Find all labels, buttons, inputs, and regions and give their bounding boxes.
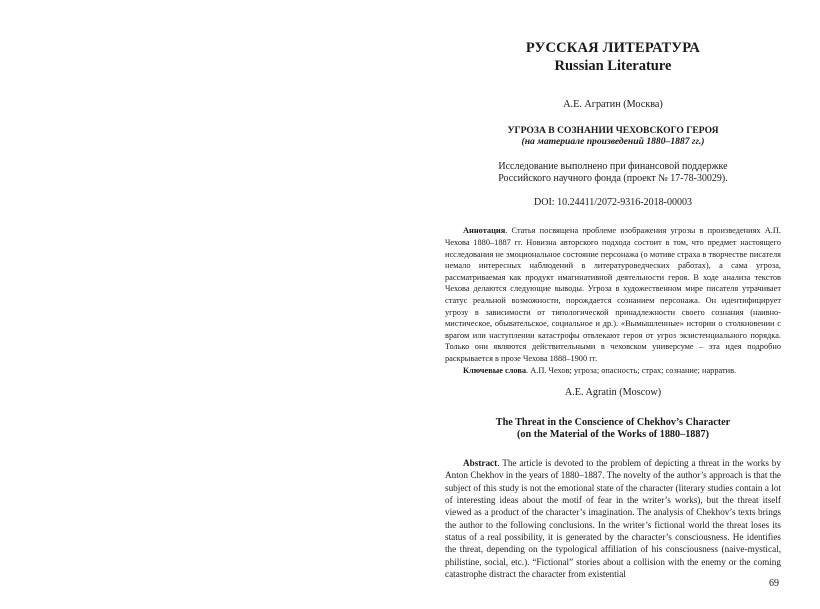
abstract-ru-label: Аннотация bbox=[463, 226, 506, 236]
abstract-en-label: Abstract bbox=[463, 458, 498, 469]
journal-page bbox=[445, 40, 781, 580]
article-title-en bbox=[445, 417, 781, 441]
funding-line-1: Исследование выполнено при финансовой поддержке bbox=[498, 160, 728, 172]
abstract-en bbox=[445, 457, 781, 580]
keywords-ru bbox=[445, 365, 781, 377]
keywords-ru-label: Ключевые слова bbox=[463, 365, 527, 375]
funding-note bbox=[445, 161, 781, 185]
author-ru: А.Е. Агратин (Москва) bbox=[563, 99, 663, 110]
page-number: 69 bbox=[769, 578, 779, 589]
article-title-en-line-1: The Threat in the Conscience of Chekhov’s Character bbox=[495, 417, 731, 429]
abstract-ru-text: . Статья посвящена проблеме изображения угрозы в произведениях А.П. Чехова 1880–1887 гг. Новизна авторского подхода состоит в том, что предмет настоящего исследования не эмоциональное состояние персонажа (о мотиве страха в творчестве писателя немало интересных наблюдений в литературоведческих работах), а сама угроза, рассматриваемая как продукт имагинативной деятельности героя. В ходе анализа текстов Чехова делаются следующие выводы. Угроза в художественном мире писателя утрачивает статус реальной возможности, порождается сознанием персонажа. Он идентифицирует угрозу в зависимости от типологической принадлежности своего сознания (наивно-мистическое, обывательское, социальное и др.). «Вымышленные» истории о столкновении с врагом или наступлении катастрофы отвлекают героя от угроз экзистенциального порядка. Только они являются действительными в чеховском универсуме – эта идея подробно раскрывается в прозе Чехова 1888–1900 гг. bbox=[445, 226, 781, 363]
article-title-ru: УГРОЗА В СОЗНАНИИ ЧЕХОВСКОГО ГЕРОЯ bbox=[507, 125, 719, 136]
doi: DOI: 10.24411/2072-9316-2018-00003 bbox=[534, 197, 692, 209]
article-title-en-line-2: (on the Material of the Works of 1880–1887) bbox=[517, 429, 709, 441]
section-title-en: Russian Literature bbox=[554, 58, 672, 74]
keywords-ru-text: . А.П. Чехов; угроза; опасность; страх; сознание; нарратив. bbox=[526, 365, 737, 375]
abstract-ru-paragraph bbox=[445, 225, 781, 364]
funding-line-2: Российского научного фонда (проект № 17-78-30029). bbox=[498, 172, 728, 184]
abstract-ru bbox=[445, 225, 781, 376]
abstract-en-text: . The article is devoted to the problem of depicting a threat in the works by Anton Chekhov in the years of 1880–1887. The novelty of the author’s approach is that the subject of this study is not the emotional state of the character (literary studies contain a lot of interesting ideas about the motif of fear in the writer’s works), but the threat itself viewed as a product of the character’s imagination. The analysis of Chekhov’s texts brings the author to the following conclusions. In the writer’s fictional world the threat loses its status of a real possibility, it is generated by the character’s consciousness. He identifies the threat, depending on the typological affiliation of his consciousness (naive-mystical, philistine, social, etc.). “Fictional” stories about a collision with the enemy or the coming catastrophe distract the character from existential bbox=[445, 458, 781, 579]
abstract-en-paragraph bbox=[445, 457, 781, 580]
author-en: A.E. Agratin (Moscow) bbox=[564, 387, 662, 399]
section-title-ru: РУССКАЯ ЛИТЕРАТУРА bbox=[525, 40, 701, 56]
article-subtitle-ru: (на материале произведений 1880–1887 гг.) bbox=[521, 136, 705, 148]
